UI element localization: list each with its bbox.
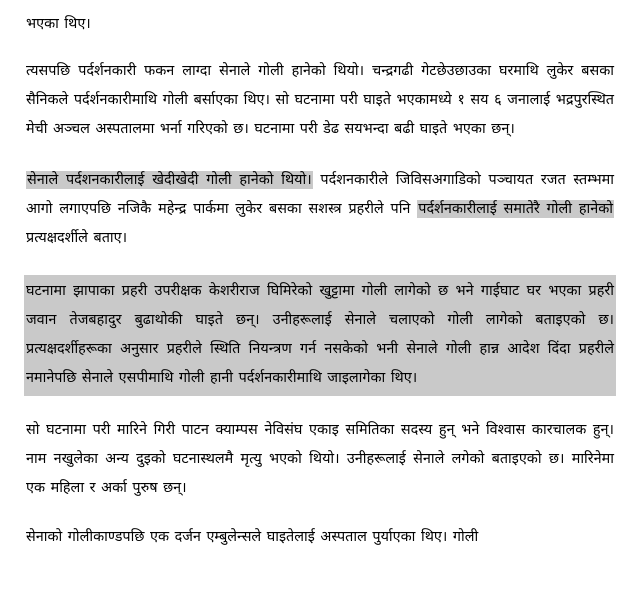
paragraph-4: घटनामा झापाका प्रहरी उपरीक्षक केशरीराज घिमिरेको खुट्टामा गोली लागेको छ भने गाईघाट घर भएका प्रहरी जवान तेजबहादुर बुढाथोकी घाइते छन्। उनीहरूलाई सेनाले चलाएको गोली लागेको बताइएको छ। प्रत्यक्षदर्शीहरूका अनुसार प्रहरीले स्थिति नियन्त्रण गर्न नसकेको भनी सेनाले गोली हान्न आदेश दिंदा प्रहरीले नमानेपछि सेनाले एसपीमाथि गोली हानी पर्दर्शनकारीमाथि जाइलागेका थिए।: [26, 283, 614, 386]
plain-text-1: पर्दशनकारीले जिविसअगाडिको पञ्चायत रजत स्तम्भमा आगो लगाएपछि नजिकै महेन्द्र पार्कमा लुकेर बसका सशस्त्र प्रहरीले पनि: [26, 172, 614, 217]
document-page: [0, 10, 636, 603]
highlighted-sentence-1: सेनाले पर्दशनकारीलाई खेदीखेदी गोली हानेको थियो।: [27, 172, 312, 188]
paragraph-2: त्यसपछि पर्दर्शनकारी फकन लाग्दा सेनाले गोली हानेको थियो। चन्द्रगढी गेटछेउछाउका घरमाथि लुकेर बसका सैनिकले पर्दर्शनकारीमाथि गोली बर्साएका थिए। सो घटनामा परी घाइते भएकामध्ये १ सय ६ जनालाई भद्रपुरस्थित मेची अञ्चल अस्पतालमा भर्ना गरिएको छ। घटनामा परी डेढ सयभन्दा बढी घाइते भएका छन्।: [26, 63, 614, 137]
paragraph-4-highlight-block: [24, 275, 616, 396]
paragraph-1: भएका थिए।: [26, 16, 91, 32]
paragraph-3-container: [26, 166, 614, 253]
paragraph-3: [26, 166, 614, 253]
paragraph-6: सेनाको गोलीकाण्डपछि एक दर्जन एम्बुलेन्सले घाइतेलाई अस्पताल पुर्याएका थिए। गोली: [26, 529, 479, 545]
paragraph-5: सो घटनामा परी मारिने गिरी पाटन क्याम्पस नेविसंघ एकाइ समितिका सदस्य हुन् भने विश्वास कारचालक हुन्। नाम नखुलेका अन्य दुइको घटनास्थलमै मृत्यु भएको थियो। उनीहरूलाई सेनाले लगेको बताइएको छ। मारिनेमा एक महिला र अर्का पुरुष छन्।: [26, 422, 614, 496]
paragraph-6-container: [26, 523, 614, 552]
highlighted-sentence-2: पर्दर्शनकारीलाई समातेरै गोली हानेको: [418, 201, 613, 217]
paragraph-5-container: [26, 416, 614, 503]
plain-text-2: प्रत्यक्षदर्शीले बताए।: [26, 230, 128, 246]
